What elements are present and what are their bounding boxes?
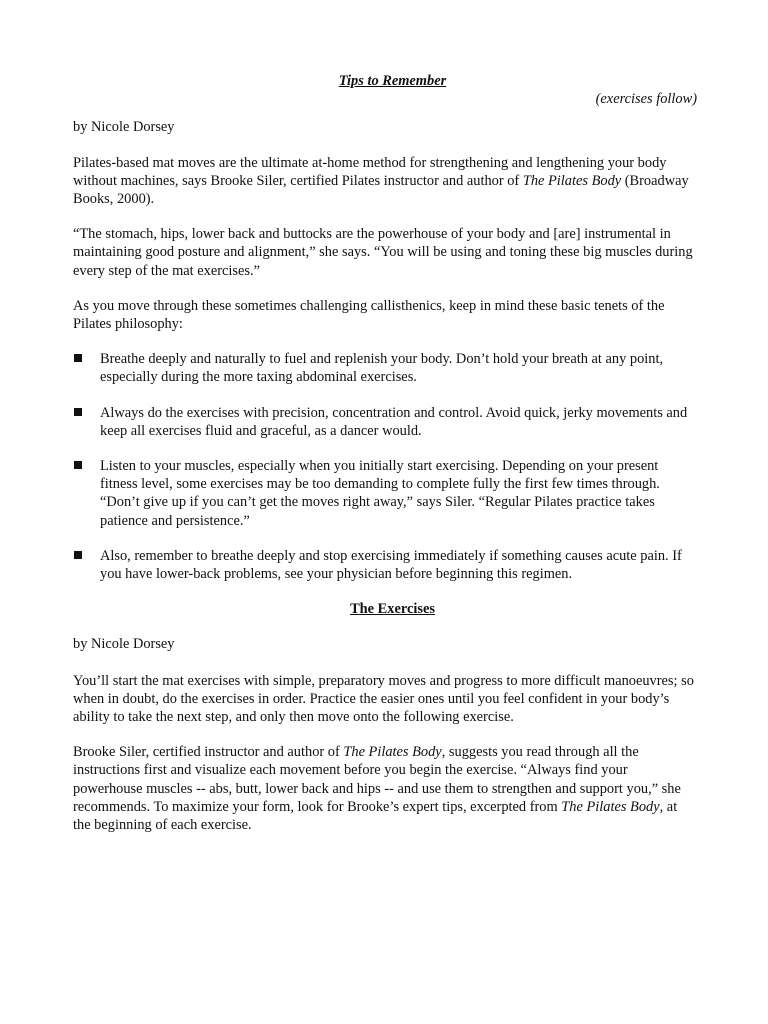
section-heading-exercises: The Exercises <box>350 601 435 618</box>
intro-paragraph-3: As you move through these sometimes challenging callisthenics, keep in mind these basic tenets of the Pilates philosophy: <box>73 297 665 333</box>
book-title: The Pilates Body <box>343 744 442 761</box>
tenets-list <box>73 350 698 583</box>
exercises-paragraph-1: You’ll start the mat exercises with simple, preparatory moves and progress to more difficult manoeuvres; so when in doubt, do the exercises in order. Practice the easier ones until you feel confident in your body’s ability to take the next step, and only then move onto the following exercise. <box>73 672 694 726</box>
byline-2: by Nicole Dorsey <box>73 636 175 653</box>
square-bullet-icon <box>74 461 82 469</box>
list-item <box>73 457 698 530</box>
exercises-follow-note: (exercises follow) <box>595 91 697 108</box>
square-bullet-icon <box>74 408 82 416</box>
square-bullet-icon <box>74 354 82 362</box>
book-title: The Pilates Body <box>522 172 622 189</box>
list-item-text: Listen to your muscles, especially when you initially start exercising. Depending on your present fitness level, some exercises may be too demanding to complete fully the first few times through. “Don’t give up if you can’t get the moves right away,” says Siler. “Regular Pilates practice takes patience and persistence.” <box>100 458 660 529</box>
document-body <box>73 72 698 851</box>
exercises-p2-text-c: , at the beginning of each exercise. <box>73 798 678 834</box>
exercises-paragraph-2 <box>73 743 698 834</box>
list-item <box>73 547 698 583</box>
list-item <box>73 404 698 440</box>
list-item-text: Breathe deeply and naturally to fuel and replenish your body. Don’t hold your breath at any point, especially during the more taxing abdominal exercises. <box>100 351 664 386</box>
byline: by Nicole Dorsey <box>73 119 175 136</box>
exercises-p2-text-a: Brooke Siler, certified instructor and author of <box>73 744 344 761</box>
intro-p1-text-b: (Broadway Books, 2000). <box>73 172 689 208</box>
square-bullet-icon <box>74 551 82 559</box>
list-item-text: Always do the exercises with precision, concentration and control. Avoid quick, jerky movements and keep all exercises fluid and graceful, as a dancer would. <box>100 404 688 439</box>
exercises-p2-text-b: , suggests you read through all the instructions first and visualize each movement before you begin the exercise. “Always find your powerhouse muscles -- abs, butt, lower back and hips -- and use them to strengthen and support you,” she recommends. To maximize your form, look for Brooke’s expert tips, excerpted from <box>73 744 681 815</box>
list-item-text: Also, remember to breathe deeply and stop exercising immediately if something causes acute pain. If you have lower-back problems, see your physician before beginning this regimen. <box>100 547 682 583</box>
intro-paragraph-1 <box>73 154 698 209</box>
list-item <box>73 350 698 386</box>
intro-p1-text-a: Pilates-based mat moves are the ultimate at-home method for strengthening and lengthening your body without machines, says Brooke Siler, certified Pilates instructor and author of <box>73 154 667 189</box>
intro-paragraph-2: “The stomach, hips, lower back and buttocks are the powerhouse of your body and [are] instrumental in maintaining good posture and alignment,” she says. “You will be using and toning these big muscles during every step of the mat exercises.” <box>73 226 693 279</box>
book-title: The Pilates Body <box>561 798 660 815</box>
document-title: Tips to Remember <box>338 73 447 89</box>
